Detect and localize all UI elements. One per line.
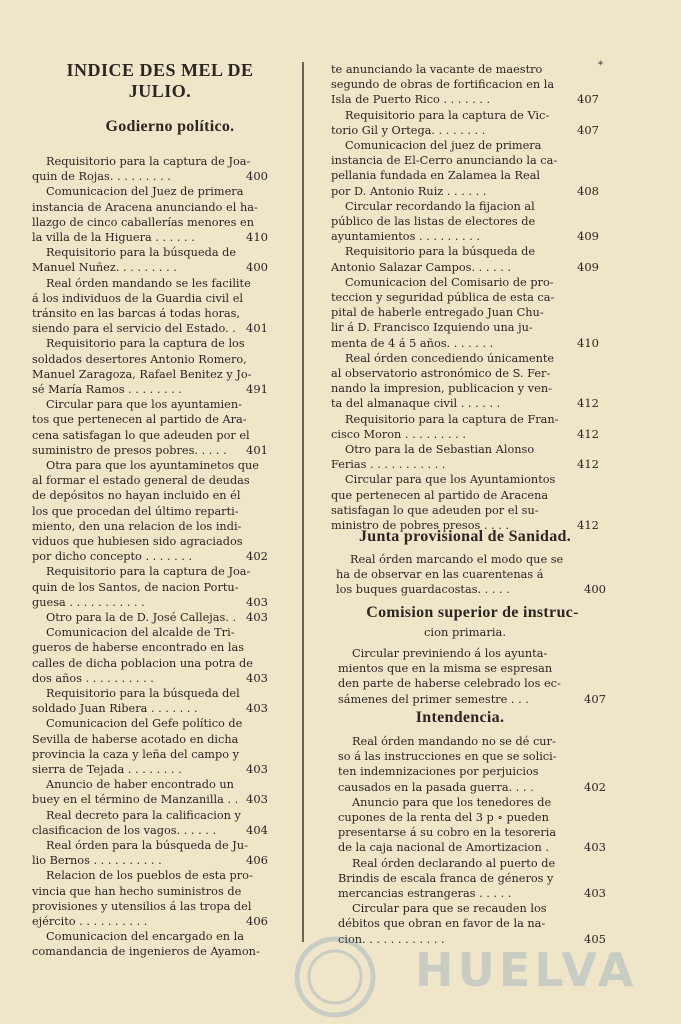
page-number: 403 (246, 610, 268, 624)
entry-line: buey en el término de Manzanilla . . (32, 793, 239, 807)
entry-line: tránsito en las barcas á todas horas, (32, 306, 241, 320)
entry-line: Real órden mandando se les facilite (46, 276, 251, 290)
entry-line: lir á D. Francisco Izquiendo una ju- (331, 321, 533, 335)
entry-line: Real órden mandando no se dé cur- (352, 735, 556, 748)
page-number: 410 (246, 229, 268, 244)
entry-line: la villa de la Higuera . . . . . . (32, 230, 195, 244)
entry-line: Comunicacion del Juez de primera (46, 185, 244, 199)
index-entry (331, 244, 599, 274)
entry-line: Relacion de los pueblos de esta pro- (46, 869, 253, 883)
entry-line: suministro de presos pobres. . . . . (32, 443, 227, 457)
entry-line: miento, den una relacion de los indi- (32, 519, 242, 533)
entry-line: siendo para el servicio del Estado. . (32, 322, 236, 336)
index-entry (338, 795, 606, 856)
entry-line: Comunicacion del Comisario de pro- (345, 275, 554, 289)
page-number: 400 (246, 169, 268, 184)
entry-line: Real órden para la búsqueda de Ju- (46, 839, 248, 852)
entry-line: Circular recordando la fijacion al (345, 199, 535, 213)
index-entry (32, 808, 268, 838)
entry-line: que pertenecen al partido de Aracena (331, 488, 549, 502)
page-number: 403 (246, 670, 268, 685)
entry-line: los que procedan del último reparti- (32, 504, 239, 518)
entry-line: Comunicacion del Gefe político de (46, 717, 243, 731)
entry-line: Requisitorio para la captura de Fran- (345, 412, 559, 426)
entry-line: vincia que han hecho suministros de (32, 884, 242, 898)
entry-line: gueros de haberse encontrado en las (32, 641, 245, 655)
index-entry (32, 184, 268, 245)
page-number: 401 (246, 321, 268, 336)
page-number: 401 (246, 442, 268, 457)
entry-line: menta de 4 á 5 años. . . . . . . (331, 336, 494, 350)
entry-line: teccion y seguridad pública de esta ca- (331, 290, 555, 304)
entry-line: Requisitorio para la búsqueda de (345, 245, 536, 259)
index-entry (338, 856, 606, 902)
entry-line: pellania fundada en Zalamea la Real (331, 169, 541, 183)
entry-line: Requisitorio para la búsqueda del (46, 687, 240, 700)
entry-line: ta del almanaque civil . . . . . . (331, 397, 501, 411)
entry-line: Ferias . . . . . . . . . . . (331, 458, 446, 472)
entry-line: provisiones y utensilios á las tropa del (32, 899, 252, 913)
entry-line: segundo de obras de fortificacion en la (331, 78, 555, 92)
page-number: 409 (577, 229, 599, 244)
page-number: 400 (584, 582, 606, 597)
page-number: 403 (246, 594, 268, 609)
index-entry (331, 62, 599, 108)
page-number: 408 (577, 183, 599, 198)
entry-line: soldados desertores Antonio Romero, (32, 352, 247, 366)
entry-line: Comunicacion del encargado en la (46, 930, 245, 944)
entry-line: instancia de Aracena anunciando el ha- (32, 200, 258, 214)
index-entry (331, 442, 599, 472)
index-entry (331, 199, 599, 245)
page-title (40, 60, 280, 102)
entry-line: viduos que hubiesen sido agraciados (32, 534, 243, 548)
index-entry (32, 245, 268, 275)
entry-line: Anuncio de haber encontrado un (46, 778, 234, 792)
index-entry (338, 646, 606, 707)
entry-line: Sevilla de haberse acotado en dicha (32, 732, 239, 746)
index-entry (32, 716, 268, 777)
entry-line: sierra de Tejada . . . . . . . . (32, 762, 182, 776)
entry-line: ha de observar en las cuarentenas á (336, 568, 544, 582)
page-number: 400 (246, 260, 268, 275)
entry-line: sé María Ramos . . . . . . . . (32, 382, 182, 396)
page-number: 407 (577, 122, 599, 137)
page-number: 403 (584, 840, 606, 855)
index-entry (338, 901, 606, 947)
entry-line: Manuel Nuñez. . . . . . . . . (32, 261, 177, 275)
entry-line: mercancias estrangeras . . . . . (338, 886, 512, 900)
index-entry (32, 276, 268, 337)
index-entry (32, 564, 268, 610)
index-entry (338, 734, 606, 795)
page-number: 412 (577, 517, 599, 532)
entry-line: de la caja nacional de Amortizacion . (338, 841, 549, 855)
entry-line: al formar el estado general de deudas (32, 474, 250, 488)
entry-line: cisco Moron . . . . . . . . . (331, 427, 466, 441)
entry-line: Requisitorio para la captura de Vic- (345, 108, 550, 122)
entry-line: Manuel Zaragoza, Rafael Benitez y Jo- (32, 367, 252, 381)
index-entry (331, 472, 599, 533)
entry-line: Requisitorio para la captura de Joa- (46, 565, 251, 579)
entry-line: débitos que obran en favor de la na- (338, 917, 546, 931)
entry-line: soldado Juan Ribera . . . . . . . (32, 702, 198, 716)
index-entry (331, 138, 599, 199)
watermark-text: HUELVA (415, 943, 638, 997)
entry-line: Comunicacion del alcalde de Tri- (46, 626, 235, 640)
index-entry (331, 412, 599, 442)
entry-line: den parte de haberse celebrado los ec- (338, 677, 561, 691)
seal-icon (285, 935, 395, 1020)
index-entry (32, 336, 268, 397)
column-divider (302, 62, 304, 942)
index-entry (331, 275, 599, 351)
index-entry (32, 929, 268, 959)
index-entry (331, 108, 599, 138)
entry-line: público de las listas de electores de (331, 214, 536, 228)
section-heading-gobierno: Godierno político. (105, 118, 235, 135)
page-number: 402 (246, 549, 268, 564)
page-number: 412 (577, 426, 599, 441)
entry-line: cupones de la renta del 3 p ∘ pueden (338, 810, 549, 824)
entry-line: te anunciando la vacante de maestro (331, 63, 543, 76)
entry-line: calles de dicha poblacion una potra de (32, 656, 253, 670)
title-line-1: INDICE DES MEL DE (66, 60, 254, 80)
entry-line: á los individuos de la Guardia civil el (32, 291, 244, 305)
index-entry (336, 552, 606, 598)
entry-line: comandancia de ingenieros de Ayamon- (32, 945, 260, 959)
entry-line: Circular para que los ayuntamien- (46, 398, 242, 412)
entry-line: Real órden marcando el modo que se (350, 553, 564, 566)
index-entry (32, 868, 268, 929)
index-entry (32, 397, 268, 458)
entry-line: mientos que en la misma se espresan (338, 662, 553, 676)
entry-line: Antonio Salazar Campos. . . . . . (331, 260, 511, 274)
index-entry (32, 777, 268, 807)
entry-line: llazgo de cinco caballerías menores en (32, 215, 254, 229)
entry-line: de depósitos no hayan incluido en él (32, 489, 241, 503)
corner-mark: * (598, 60, 603, 71)
page-number: 406 (246, 913, 268, 928)
entry-line: Otro para la de D. José Callejas. . (46, 611, 237, 624)
page-number: 403 (246, 792, 268, 807)
page-number: 402 (584, 779, 606, 794)
section-subheading-instruccion: cion primaria. (423, 625, 507, 639)
index-entry (32, 625, 268, 686)
entry-line: guesa . . . . . . . . . . . (32, 595, 145, 609)
entry-line: nando la impresion, publicacion y ven- (331, 382, 552, 396)
page-number: 403 (584, 885, 606, 900)
index-entry (32, 686, 268, 716)
section-heading-instruccion: Comision superior de instruc- (366, 604, 579, 621)
entry-line: Isla de Puerto Rico . . . . . . . (331, 93, 491, 107)
library-watermark (285, 935, 638, 1020)
page-number: 405 (584, 931, 606, 946)
entry-line: Real órden concediendo únicamente (345, 351, 555, 365)
entry-line: Circular previniendo á los ayunta- (352, 647, 548, 660)
page-number: 409 (577, 259, 599, 274)
entry-line: dos años . . . . . . . . . . (32, 671, 154, 685)
entry-line: sámenes del primer semestre . . . (338, 692, 529, 706)
index-entry (32, 154, 268, 184)
entry-line: ten indemnizaciones por perjuicios (338, 765, 539, 779)
entry-line: por dicho concepto . . . . . . . (32, 550, 193, 564)
entry-line: lio Bernos . . . . . . . . . . (32, 854, 162, 868)
entry-line: cion. . . . . . . . . . . . (338, 932, 445, 946)
section-heading-sanidad: Junta provisional de Sanidad. (358, 528, 572, 545)
entry-line: quin de Rojas. . . . . . . . . (32, 170, 171, 184)
page-number: 407 (577, 92, 599, 107)
entry-line: Requisitorio para la búsqueda de (46, 246, 237, 260)
entry-line: so á las instrucciones en que se solici- (338, 750, 557, 764)
entry-line: provincia la caza y leña del campo y (32, 747, 240, 761)
entry-line: quin de los Santos, de nacion Portu- (32, 580, 239, 594)
entry-line: clasificacion de los vagos. . . . . . (32, 823, 217, 837)
entry-line: torio Gil y Ortega. . . . . . . . (331, 123, 486, 137)
index-entry (331, 351, 599, 412)
entry-line: por D. Antonio Ruiz . . . . . . (331, 184, 487, 198)
index-entry (32, 610, 268, 625)
entry-line: Requisitorio para la captura de Joa- (46, 155, 251, 168)
page-number: 407 (584, 691, 606, 706)
entry-line: Real órden declarando al puerto de (352, 856, 556, 870)
page-number: 491 (246, 381, 268, 396)
entry-line: al observatorio astronómico de S. Fer- (331, 366, 551, 380)
entry-line: Comunicacion del juez de primera (345, 139, 542, 152)
page-number: 406 (246, 853, 268, 868)
page-number: 403 (246, 701, 268, 716)
entry-line: satisfagan lo que adeuden por el su- (331, 503, 539, 517)
index-entry (32, 838, 268, 868)
page-number: 412 (577, 396, 599, 411)
entry-line: ayuntamientos . . . . . . . . . (331, 230, 481, 244)
entry-line: pital de haberle entregado Juan Chu- (331, 306, 544, 320)
section-heading-intendencia: Intendencia. (415, 709, 505, 726)
index-entry (32, 458, 268, 564)
page-number: 412 (577, 457, 599, 472)
entry-line: tos que pertenecen al partido de Ara- (32, 413, 247, 427)
page-number: 404 (246, 822, 268, 837)
entry-line: Otra para que los ayuntaminetos que (46, 459, 259, 472)
page-number: 410 (577, 335, 599, 350)
entry-line: los buques guardacostas. . . . . (336, 583, 510, 597)
entry-line: instancia de El-Cerro anunciando la ca- (331, 154, 558, 168)
entry-line: Circular para que se recauden los (352, 902, 547, 916)
entry-line: Requisitorio para la captura de los (46, 337, 245, 351)
entry-line: Anuncio para que los tenedores de (352, 795, 552, 809)
entry-line: Brindis de escala franca de géneros y (338, 871, 554, 885)
entry-line: cena satisfagan lo que adeuden por el (32, 428, 250, 442)
entry-line: causados en la pasada guerra. . . . (338, 780, 534, 794)
entry-line: Circular para que los Ayuntamiontos (345, 473, 556, 487)
entry-line: presentarse á su cobro en la tesoreria (338, 826, 557, 840)
entry-line: Real decreto para la calificacion y (46, 808, 241, 822)
entry-line: ministro de pobres presos . . . . (331, 518, 510, 532)
entry-line: Otro para la de Sebastian Alonso (345, 443, 535, 456)
title-line-2: JULIO. (128, 81, 192, 101)
entry-line: ejército . . . . . . . . . . (32, 914, 148, 928)
page-number: 403 (246, 761, 268, 776)
